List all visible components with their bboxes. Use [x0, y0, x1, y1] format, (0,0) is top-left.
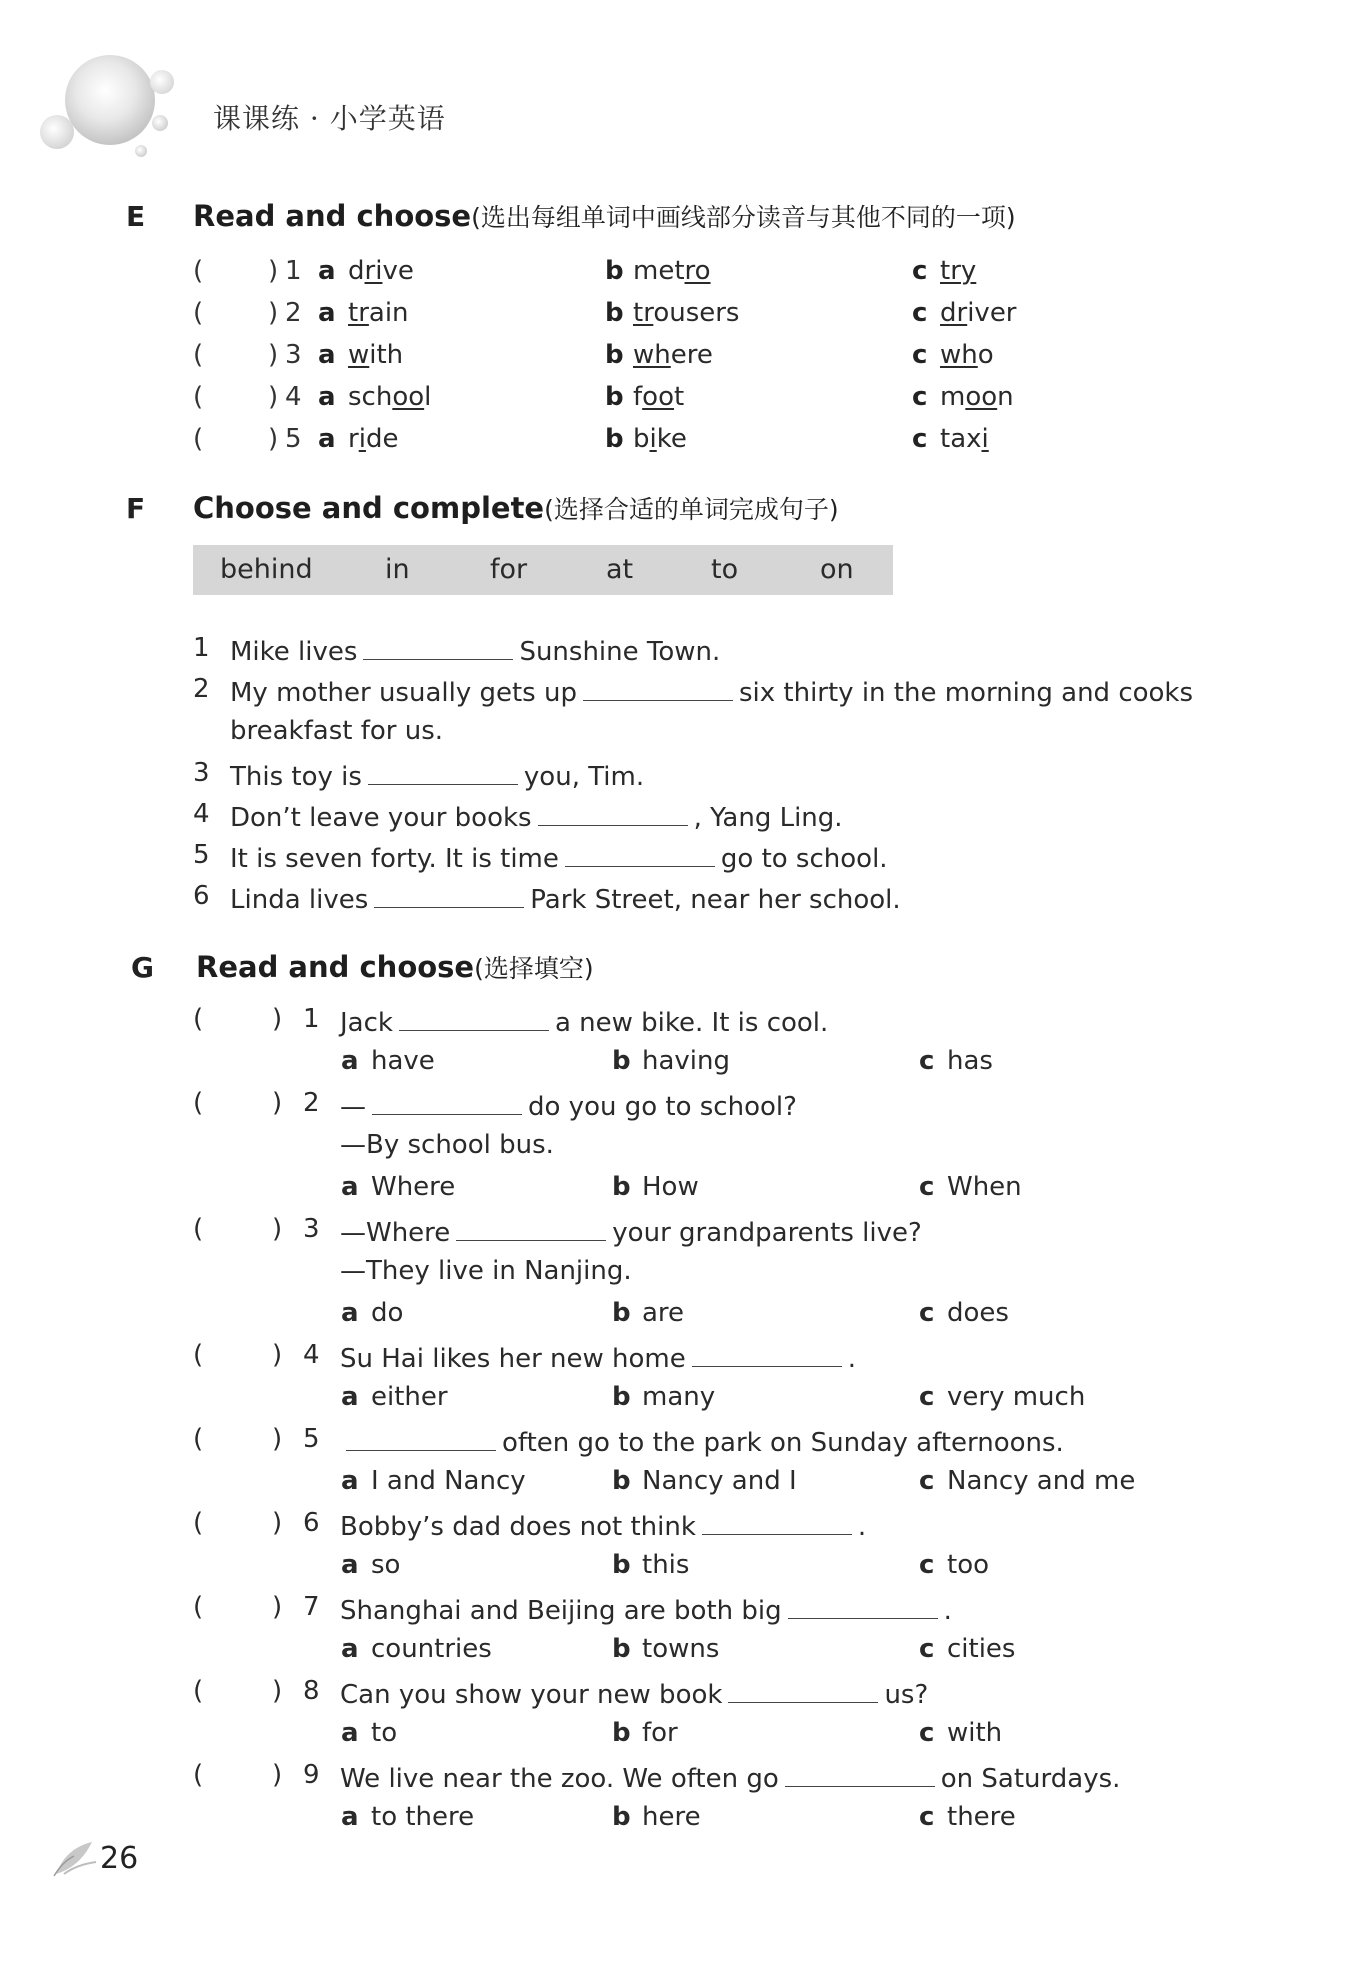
answer-blank[interactable]	[583, 674, 733, 701]
option-text: so	[371, 1550, 401, 1580]
option-word	[633, 382, 684, 412]
answer-paren-close: )	[272, 1508, 283, 1538]
answer-paren-open: (	[193, 340, 204, 370]
sentence-number: 3	[193, 758, 210, 788]
section-e-title-cn: (选出每组单词中画线部分读音与其他不同的一项)	[471, 203, 1016, 232]
answer-paren-open: (	[193, 382, 204, 412]
option-text: either	[371, 1382, 448, 1412]
option-text: Where	[371, 1172, 456, 1202]
leaf-icon	[52, 1838, 98, 1878]
sentence-text: , Yang Ling.	[693, 803, 843, 833]
question-number: 2	[285, 298, 302, 328]
option-text: too	[947, 1550, 990, 1580]
option-word	[633, 340, 713, 370]
option-word	[348, 298, 409, 328]
question-text-part: .	[943, 1596, 952, 1626]
section-letter-g: G	[131, 951, 154, 984]
option-letter: c	[912, 298, 928, 328]
option-text: are	[642, 1298, 685, 1328]
option-letter: b	[612, 1298, 631, 1328]
option-word-part: t	[673, 382, 685, 412]
answer-paren-close: )	[272, 1760, 283, 1790]
section-f-title-cn: (选择合适的单词完成句子)	[544, 495, 839, 524]
option-letter: c	[912, 256, 928, 286]
option-word-part: r	[348, 424, 359, 454]
option-word	[348, 382, 431, 412]
option-letter: c	[919, 1550, 935, 1580]
answer-paren-close: )	[272, 1676, 283, 1706]
answer-paren-open: (	[193, 1424, 204, 1454]
underlined-part: i	[358, 424, 366, 454]
option-word	[940, 298, 1017, 328]
answer-paren-open: (	[193, 298, 204, 328]
answer-paren-open: (	[193, 1592, 204, 1622]
question-text-part: .	[857, 1512, 867, 1542]
sentence	[230, 633, 720, 667]
option-letter: a	[341, 1802, 359, 1832]
answer-blank[interactable]	[692, 1340, 842, 1367]
question-text	[340, 1214, 922, 1248]
bubble-decoration	[40, 115, 74, 149]
question-text-part: Su Hai likes her new home	[340, 1344, 686, 1374]
underlined-part: ri	[364, 256, 383, 286]
option-text: for	[642, 1718, 678, 1748]
word-bank-item: to	[711, 554, 739, 585]
sentence-text: you, Tim.	[523, 762, 645, 792]
answer-paren-open: (	[193, 1676, 204, 1706]
option-text: has	[947, 1046, 993, 1076]
option-letter: c	[919, 1802, 935, 1832]
option-word-part: f	[633, 382, 643, 412]
option-letter: a	[341, 1550, 359, 1580]
option-text: this	[642, 1550, 690, 1580]
answer-blank[interactable]	[363, 633, 513, 660]
sentence-number: 6	[193, 881, 210, 911]
option-letter: b	[605, 382, 624, 412]
underlined-part: i	[649, 424, 657, 454]
book-title: 课课练 · 小学英语	[213, 102, 446, 135]
option-text: have	[371, 1046, 435, 1076]
underlined-part: tr	[348, 298, 369, 328]
option-letter: c	[912, 382, 928, 412]
option-letter: b	[612, 1466, 631, 1496]
section-g-title	[196, 949, 594, 985]
answer-paren-close: )	[268, 382, 279, 412]
sentence-text: go to school.	[720, 844, 888, 874]
sentence-text: Sunshine Town.	[519, 637, 721, 667]
question-number: 9	[303, 1760, 320, 1790]
sentence-text: Linda lives	[230, 885, 369, 915]
option-word-part: d	[348, 256, 365, 286]
option-text: Nancy and me	[947, 1466, 1136, 1496]
answer-blank[interactable]	[788, 1592, 938, 1619]
question-text	[340, 1424, 1064, 1458]
question-text	[340, 1508, 866, 1542]
underlined-part: i	[981, 424, 989, 454]
option-letter: a	[341, 1466, 359, 1496]
option-text: Nancy and I	[642, 1466, 797, 1496]
option-word	[940, 424, 989, 454]
option-word	[940, 340, 994, 370]
option-word	[348, 340, 403, 370]
sentence-text: Mike lives	[230, 637, 358, 667]
question-text-part: —Where	[340, 1218, 451, 1248]
option-word-part: de	[365, 424, 399, 454]
answer-blank[interactable]	[702, 1508, 852, 1535]
option-word-part: b	[633, 424, 650, 454]
answer-blank[interactable]	[565, 840, 715, 867]
option-letter: c	[912, 340, 928, 370]
underlined-part: oo	[642, 382, 674, 412]
question-text	[340, 1340, 856, 1374]
question-text-part: often go to the park on Sunday afternoons.	[502, 1428, 1064, 1458]
question-number: 3	[285, 340, 302, 370]
option-word	[940, 256, 976, 286]
option-letter: a	[341, 1718, 359, 1748]
section-g-title-cn: (选择填空)	[474, 954, 594, 983]
question-text-part: Bobby’s dad does not think	[340, 1512, 696, 1542]
word-bank	[193, 545, 893, 595]
option-word-part: ousers	[653, 298, 740, 328]
option-text: When	[947, 1172, 1022, 1202]
question-number: 3	[303, 1214, 320, 1244]
option-word-part: ve	[382, 256, 414, 286]
question-number: 1	[285, 256, 302, 286]
sentence	[230, 758, 644, 792]
section-letter-f: F	[126, 492, 146, 525]
section-e-title-en: Read and choose	[193, 199, 472, 233]
answer-paren-close: )	[272, 1088, 283, 1118]
option-word-part: iver	[967, 298, 1017, 328]
option-word-part: ere	[670, 340, 713, 370]
answer-paren-close: )	[272, 1004, 283, 1034]
question-text	[340, 1676, 928, 1710]
sentence-text: Don’t leave your books	[230, 803, 532, 833]
answer-paren-open: (	[193, 1088, 204, 1118]
underlined-part: dr	[940, 298, 968, 328]
underlined-part: wh	[633, 340, 671, 370]
section-letter-e: E	[126, 200, 146, 233]
answer-paren-open: (	[193, 1760, 204, 1790]
answer-paren-close: )	[268, 298, 279, 328]
question-number: 5	[285, 424, 302, 454]
answer-paren-open: (	[193, 1214, 204, 1244]
option-letter: a	[341, 1382, 359, 1412]
answer-paren-close: )	[268, 256, 279, 286]
option-letter: b	[612, 1172, 631, 1202]
option-text: to	[371, 1718, 398, 1748]
section-e-title	[193, 198, 1016, 234]
option-letter: c	[919, 1718, 935, 1748]
question-text	[340, 1004, 828, 1038]
question-number: 6	[303, 1508, 320, 1538]
option-letter: a	[341, 1172, 359, 1202]
question-number: 7	[303, 1592, 320, 1622]
question-text	[340, 1088, 797, 1122]
option-word-part: ain	[368, 298, 409, 328]
question-text-part: Jack	[340, 1008, 393, 1038]
option-letter: c	[919, 1298, 935, 1328]
option-letter: c	[912, 424, 928, 454]
option-letter: b	[605, 298, 624, 328]
answer-blank[interactable]	[374, 881, 524, 908]
sentence-text: It is seven forty. It is time	[230, 844, 559, 874]
bubble-decoration	[152, 115, 168, 131]
option-letter: a	[318, 340, 336, 370]
answer-paren-open: (	[193, 1340, 204, 1370]
option-word-part: ke	[656, 424, 687, 454]
option-text: very much	[947, 1382, 1086, 1412]
word-bank-item: behind	[220, 554, 313, 585]
answer-paren-close: )	[272, 1592, 283, 1622]
question-text-part: —	[340, 1092, 366, 1122]
answer-blank[interactable]	[368, 758, 518, 785]
question-number: 4	[285, 382, 302, 412]
sentence	[230, 799, 843, 833]
question-text	[340, 1760, 1120, 1794]
option-word-part: o	[977, 340, 994, 370]
bubble-decoration	[135, 145, 147, 157]
option-word	[633, 424, 687, 454]
underlined-part: w	[348, 340, 370, 370]
option-text: How	[642, 1172, 699, 1202]
answer-blank[interactable]	[346, 1424, 496, 1451]
option-word	[940, 382, 1014, 412]
question-text-part: on Saturdays.	[940, 1764, 1121, 1794]
answer-paren-close: )	[268, 340, 279, 370]
option-word-part: m	[940, 382, 966, 412]
question-number: 1	[303, 1004, 320, 1034]
option-letter: a	[318, 382, 336, 412]
sentence-text: This toy is	[230, 762, 362, 792]
question-text-part: Shanghai and Beijing are both big	[340, 1596, 782, 1626]
underlined-part: tr	[633, 298, 654, 328]
option-letter: c	[919, 1046, 935, 1076]
word-bank-item: on	[820, 554, 854, 585]
option-letter: c	[919, 1634, 935, 1664]
option-letter: b	[612, 1382, 631, 1412]
underlined-part: ro	[684, 256, 711, 286]
sentence-text: Park Street, near her school.	[530, 885, 901, 915]
page-number: 26	[100, 1841, 139, 1876]
option-letter: b	[605, 340, 624, 370]
sentence-number: 4	[193, 799, 210, 829]
option-word-part: tax	[940, 424, 982, 454]
option-letter: b	[612, 1634, 631, 1664]
answer-blank[interactable]	[456, 1214, 606, 1241]
option-letter: a	[318, 298, 336, 328]
option-text: many	[642, 1382, 716, 1412]
bubble-decoration	[150, 70, 174, 94]
question-text-part: Can you show your new book	[340, 1680, 723, 1710]
sentence	[230, 840, 888, 874]
question-number: 5	[303, 1424, 320, 1454]
answer-blank[interactable]	[728, 1676, 878, 1703]
section-f-title-en: Choose and complete	[193, 491, 545, 525]
question-text-part: .	[847, 1344, 857, 1374]
question-text-part: do you go to school?	[528, 1092, 797, 1122]
answer-paren-open: (	[193, 1004, 204, 1034]
question-number: 2	[303, 1088, 320, 1118]
option-word	[633, 298, 739, 328]
question-text-part: your grandparents live?	[612, 1218, 922, 1248]
question-text-part: us?	[884, 1680, 929, 1710]
underlined-part: wh	[940, 340, 978, 370]
option-letter: a	[318, 424, 336, 454]
option-text: there	[947, 1802, 1016, 1832]
option-word-part: n	[997, 382, 1014, 412]
option-text: with	[947, 1718, 1003, 1748]
question-text-part: We live near the zoo. We often go	[340, 1764, 779, 1794]
sentence	[230, 881, 901, 915]
page-header	[40, 55, 640, 185]
option-text: cities	[947, 1634, 1016, 1664]
option-letter: c	[919, 1466, 935, 1496]
option-word	[633, 256, 711, 286]
option-letter: c	[919, 1172, 935, 1202]
answer-paren-close: )	[272, 1214, 283, 1244]
option-letter: b	[612, 1550, 631, 1580]
question-number: 4	[303, 1340, 320, 1370]
answer-blank[interactable]	[372, 1088, 522, 1115]
option-letter: a	[318, 256, 336, 286]
word-bank-item: in	[385, 554, 410, 585]
sentence-number: 1	[193, 633, 210, 663]
option-letter: b	[605, 256, 624, 286]
word-bank-item: at	[606, 554, 634, 585]
option-text: do	[371, 1298, 404, 1328]
option-text: having	[642, 1046, 731, 1076]
option-letter: c	[919, 1382, 935, 1412]
option-letter: b	[612, 1046, 631, 1076]
dialogue-reply: —By school bus.	[340, 1130, 554, 1160]
option-word	[348, 424, 398, 454]
answer-paren-close: )	[272, 1424, 283, 1454]
section-g-title-en: Read and choose	[196, 950, 475, 984]
answer-blank[interactable]	[399, 1004, 549, 1031]
section-f-title	[193, 490, 839, 526]
option-letter: b	[612, 1718, 631, 1748]
word-bank-item: for	[490, 554, 528, 585]
sentence	[230, 674, 1193, 708]
sentence-continuation: breakfast for us.	[230, 716, 444, 746]
question-number: 8	[303, 1676, 320, 1706]
answer-blank[interactable]	[785, 1760, 935, 1787]
sentence-text: six thirty in the morning and cooks	[738, 678, 1194, 708]
question-text-part: a new bike. It is cool.	[554, 1008, 829, 1038]
answer-paren-close: )	[272, 1340, 283, 1370]
sentence-text: My mother usually gets up	[230, 678, 577, 708]
option-text: does	[947, 1298, 1009, 1328]
option-word-part: sch	[348, 382, 393, 412]
answer-blank[interactable]	[538, 799, 688, 826]
option-text: to there	[371, 1802, 475, 1832]
option-letter: a	[341, 1046, 359, 1076]
option-letter: b	[605, 424, 624, 454]
option-text: countries	[371, 1634, 492, 1664]
option-letter: b	[612, 1802, 631, 1832]
underlined-part: try	[940, 256, 977, 286]
option-text: I and Nancy	[371, 1466, 526, 1496]
underlined-part: oo	[392, 382, 425, 412]
option-word-part: met	[633, 256, 685, 286]
dialogue-reply: —They live in Nanjing.	[340, 1256, 632, 1286]
bubble-decoration	[65, 55, 155, 145]
option-word-part: l	[424, 382, 432, 412]
answer-paren-open: (	[193, 1508, 204, 1538]
underlined-part: oo	[965, 382, 998, 412]
option-word	[348, 256, 414, 286]
option-letter: a	[341, 1634, 359, 1664]
answer-paren-open: (	[193, 256, 204, 286]
answer-paren-close: )	[268, 424, 279, 454]
option-text: here	[642, 1802, 701, 1832]
option-letter: a	[341, 1298, 359, 1328]
option-word-part: ith	[369, 340, 404, 370]
sentence-number: 5	[193, 840, 210, 870]
answer-paren-open: (	[193, 424, 204, 454]
option-text: towns	[642, 1634, 720, 1664]
sentence-number: 2	[193, 674, 210, 704]
question-text	[340, 1592, 952, 1626]
